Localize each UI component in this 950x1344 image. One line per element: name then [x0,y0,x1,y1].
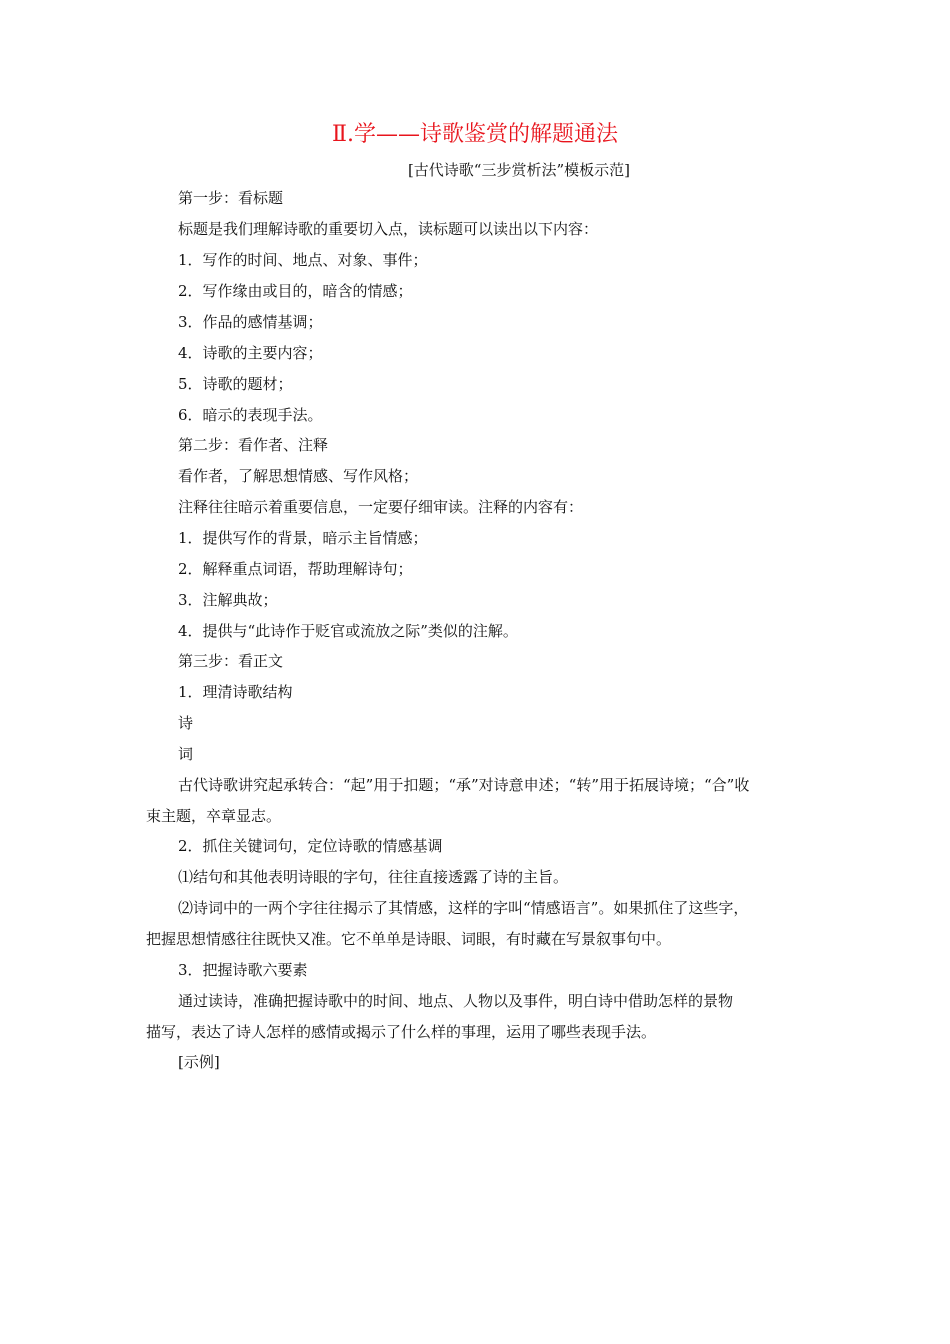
paragraph: 词 [178,745,194,763]
list-item: 3．把握诗歌六要素 [178,961,308,979]
paragraph: 束主题，卒章显志。 [146,807,282,825]
heading-step-2: 第二步：看作者、注释 [178,436,329,454]
list-item: 1．提供写作的背景，暗示主旨情感； [178,529,428,547]
example-label: [示例] [178,1053,220,1071]
paragraph: 看作者，了解思想情感、写作风格； [178,467,419,485]
heading-step-1: 第一步：看标题 [178,189,284,207]
list-item: 6．暗示的表现手法。 [178,406,323,424]
list-item: 5．诗歌的题材； [178,375,293,393]
page-title: Ⅱ.学——诗歌鉴赏的解题通法 [332,122,618,147]
heading-step-3: 第三步：看正文 [178,652,284,670]
paragraph: ⑵诗词中的一两个字往往揭示了其情感，这样的字叫“情感语言”。如果抓住了这些字， [178,899,749,917]
list-item: 4．诗歌的主要内容； [178,344,323,362]
list-item: 1．写作的时间、地点、对象、事件； [178,251,428,269]
paragraph: 把握思想情感往往既快又准。它不单单是诗眼、词眼，有时藏在写景叙事句中。 [146,930,672,948]
paragraph: 通过读诗，准确把握诗歌中的时间、地点、人物以及事件，明白诗中借助怎样的景物 [178,992,734,1010]
paragraph: 标题是我们理解诗歌的重要切入点，读标题可以读出以下内容： [178,220,599,238]
list-item: 2．写作缘由或目的，暗含的情感； [178,282,413,300]
subtitle-text: [古代诗歌“三步赏析法”模板示范] [407,161,630,179]
list-item: 3．注解典故； [178,591,278,609]
list-item: 2．解释重点词语，帮助理解诗句； [178,560,413,578]
list-item: 1．理清诗歌结构 [178,683,293,701]
list-item: 4．提供与“此诗作于贬官或流放之际”类似的注解。 [178,622,518,640]
paragraph: 注释往往暗示着重要信息，一定要仔细审读。注释的内容有： [178,498,584,516]
list-item: 2．抓住关键词句，定位诗歌的情感基调 [178,837,443,855]
paragraph: 诗 [178,714,194,732]
paragraph: ⑴结句和其他表明诗眼的字句，往往直接透露了诗的主旨。 [178,868,569,886]
paragraph: 描写，表达了诗人怎样的感情或揭示了什么样的事理，运用了哪些表现手法。 [146,1023,657,1041]
list-item: 3．作品的感情基调； [178,313,323,331]
paragraph: 古代诗歌讲究起承转合：“起”用于扣题；“承”对诗意申述；“转”用于拓展诗境；“合”收 [178,776,750,794]
subtitle [0,158,950,182]
